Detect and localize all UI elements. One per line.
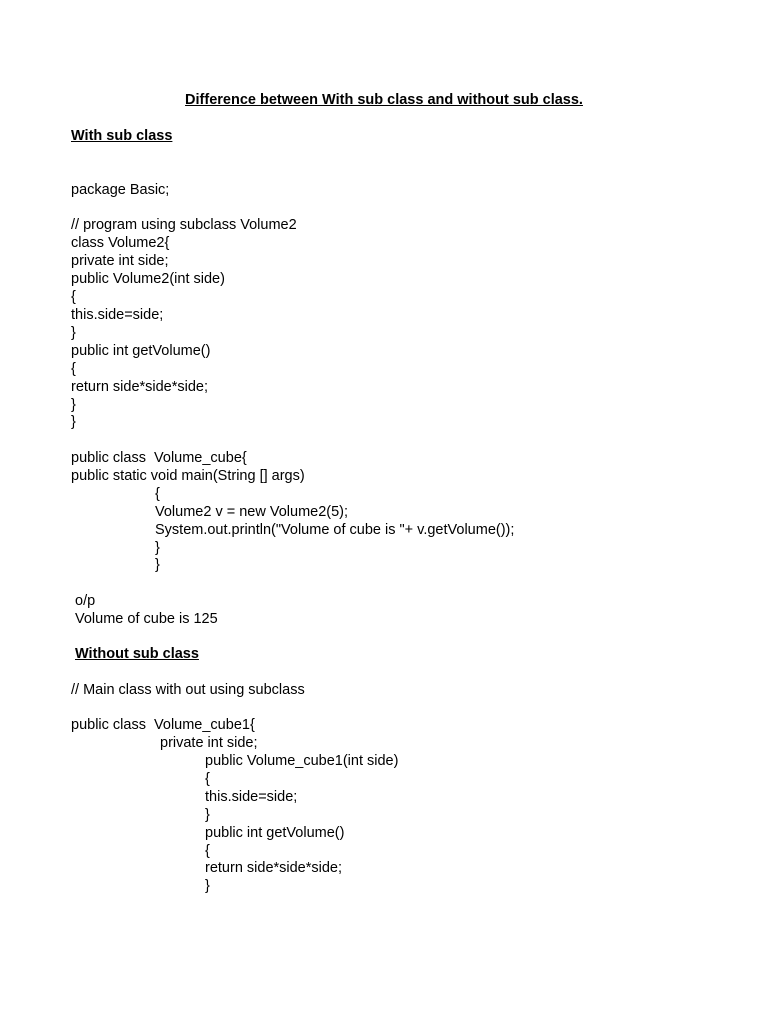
code-line: // program using subclass Volume2 xyxy=(71,217,297,233)
code-line: this.side=side; xyxy=(71,307,164,323)
code-line: public static void main(String [] args) xyxy=(71,468,305,484)
code-line: return side*side*side; xyxy=(205,860,343,876)
code-line: { xyxy=(155,486,160,502)
code-line: public int getVolume() xyxy=(71,343,211,359)
code-line: { xyxy=(205,843,210,859)
code-line: } xyxy=(155,540,160,556)
code-line: public class Volume_cube{ xyxy=(71,450,247,466)
output-label: o/p xyxy=(75,593,96,609)
code-line: } xyxy=(71,397,76,413)
code-line: public class Volume_cube1{ xyxy=(71,717,255,733)
code-line: } xyxy=(205,878,210,894)
code-line: private int side; xyxy=(71,253,169,269)
code-line: System.out.println("Volume of cube is "+ v.getVolume()); xyxy=(155,522,515,538)
code-line: { xyxy=(71,361,76,377)
code-line: } xyxy=(205,807,210,823)
code-line: { xyxy=(71,289,76,305)
output-value: Volume of cube is 125 xyxy=(75,611,218,627)
section-heading-with-subclass: With sub class xyxy=(71,128,173,144)
page-title: Difference between With sub class and without sub class. xyxy=(185,92,583,108)
code-line: package Basic; xyxy=(71,182,170,198)
code-line: this.side=side; xyxy=(205,789,298,805)
code-line: // Main class with out using subclass xyxy=(71,682,305,698)
code-line: public int getVolume() xyxy=(205,825,345,841)
code-line: private int side; xyxy=(160,735,258,751)
code-line: public Volume_cube1(int side) xyxy=(205,753,399,769)
code-line: } xyxy=(155,557,160,573)
code-line: Volume2 v = new Volume2(5); xyxy=(155,504,349,520)
code-line: { xyxy=(205,771,210,787)
code-line: public Volume2(int side) xyxy=(71,271,225,287)
code-line: } xyxy=(71,414,76,430)
code-line: } xyxy=(71,325,76,341)
code-line: class Volume2{ xyxy=(71,235,170,251)
section-heading-without-subclass: Without sub class xyxy=(75,646,199,662)
code-line: return side*side*side; xyxy=(71,379,209,395)
